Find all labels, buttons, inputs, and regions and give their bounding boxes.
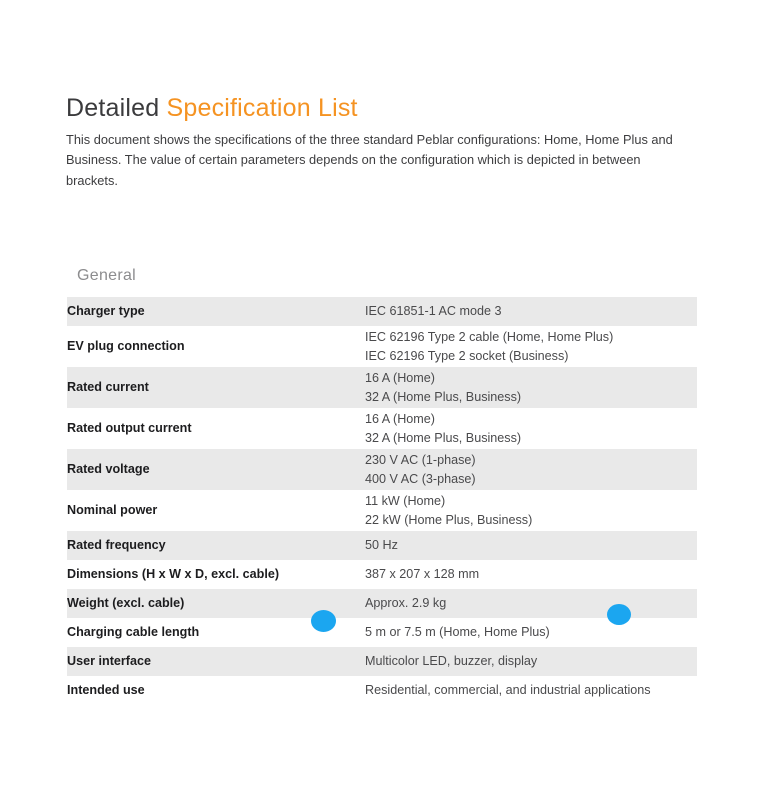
- intro-paragraph: This document shows the specifications of the three standard Peblar configurations: Home, Home Plus and Business. The value of certain parameters depends on the configuration which is depicted in between brackets.: [66, 131, 673, 188]
- specification-table-body: [67, 297, 697, 705]
- page-title-accent: Specification List: [166, 93, 358, 122]
- page-title: [66, 93, 358, 123]
- spec-value-line: IEC 61851-1 AC mode 3: [365, 304, 502, 318]
- spec-label: Rated output current: [67, 421, 192, 435]
- table-row: [67, 408, 697, 449]
- specification-table: [67, 297, 697, 705]
- spec-label: Rated frequency: [67, 538, 166, 552]
- spec-label: User interface: [67, 654, 151, 668]
- table-row: [67, 449, 697, 490]
- table-row: [67, 589, 697, 618]
- spec-value-line: 11 kW (Home): [365, 493, 446, 508]
- spec-label: Nominal power: [67, 503, 158, 517]
- cursor-marker-right-icon: [607, 604, 631, 625]
- spec-value: [365, 531, 697, 560]
- spec-value-line: 22 kW (Home Plus, Business): [365, 512, 533, 527]
- spec-label: Dimensions (H x W x D, excl. cable): [67, 567, 280, 581]
- spec-value: [365, 560, 697, 589]
- spec-label: Rated current: [67, 380, 149, 394]
- spec-value: [365, 367, 697, 408]
- section-heading-general: General: [77, 267, 137, 285]
- spec-label: Charger type: [67, 304, 145, 318]
- spec-label: Intended use: [67, 683, 145, 697]
- table-row: [67, 367, 697, 408]
- spec-value: [365, 647, 697, 676]
- spec-value-line: 32 A (Home Plus, Business): [365, 430, 522, 445]
- spec-value-line: Residential, commercial, and industrial applications: [365, 683, 651, 697]
- spec-value-line: IEC 62196 Type 2 cable (Home, Home Plus): [365, 329, 614, 344]
- table-row: [67, 326, 697, 367]
- spec-value-line: 50 Hz: [365, 538, 398, 552]
- spec-value-line: 387 x 207 x 128 mm: [365, 567, 480, 581]
- spec-value-line: Multicolor LED, buzzer, display: [365, 654, 538, 668]
- spec-value: [365, 408, 697, 449]
- table-row: [67, 618, 697, 647]
- table-row: [67, 647, 697, 676]
- spec-label: Rated voltage: [67, 462, 150, 476]
- spec-value: [365, 618, 697, 647]
- spec-value: [365, 449, 697, 490]
- table-row: [67, 531, 697, 560]
- spec-value-line: 5 m or 7.5 m (Home, Home Plus): [365, 625, 550, 639]
- spec-label: Weight (excl. cable): [67, 596, 185, 610]
- table-row: [67, 297, 697, 326]
- spec-value-line: Approx. 2.9 kg: [365, 596, 447, 610]
- page-title-primary: Detailed: [66, 93, 160, 122]
- spec-value: [365, 676, 697, 705]
- spec-value: [365, 490, 697, 531]
- table-row: [67, 490, 697, 531]
- spec-value: [365, 589, 697, 618]
- spec-value-line: 16 A (Home): [365, 411, 435, 426]
- cursor-marker-left-icon: [311, 610, 336, 632]
- spec-value: [365, 326, 697, 367]
- spec-value-line: 16 A (Home): [365, 370, 435, 385]
- spec-value: [365, 297, 697, 326]
- spec-value-line: 230 V AC (1-phase): [365, 452, 476, 467]
- table-row: [67, 676, 697, 705]
- table-row: [67, 560, 697, 589]
- spec-label: EV plug connection: [67, 339, 185, 353]
- spec-value-line: 400 V AC (3-phase): [365, 471, 476, 486]
- spec-label: Charging cable length: [67, 625, 200, 639]
- spec-value-line: 32 A (Home Plus, Business): [365, 389, 522, 404]
- spec-value-line: IEC 62196 Type 2 socket (Business): [365, 348, 569, 363]
